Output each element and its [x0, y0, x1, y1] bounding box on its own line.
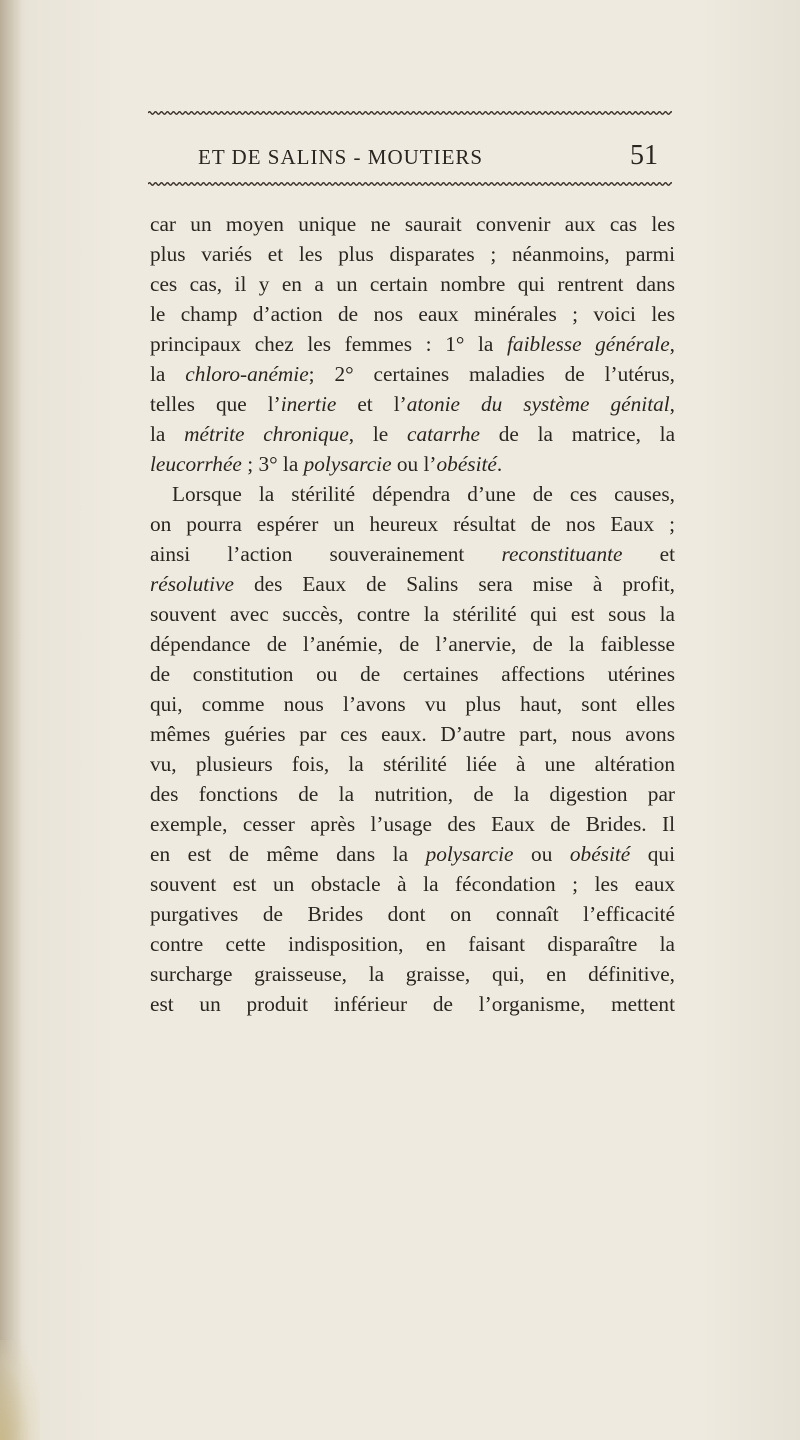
page-header	[198, 140, 658, 174]
running-head: ET DE SALINS - MOUTIERS	[198, 145, 484, 169]
italic-term: reconstituante	[501, 542, 623, 566]
text-line	[150, 719, 675, 749]
text-line	[150, 599, 675, 629]
page-stain	[0, 1340, 40, 1440]
text-run: la	[150, 422, 185, 446]
text-run: la	[150, 362, 186, 386]
text-line	[150, 989, 675, 1019]
text-run: ; 3° la	[241, 452, 304, 476]
italic-term: inertie	[280, 392, 337, 416]
text-run: plus variés et les plus disparates ; néanmoins, parmi	[150, 242, 675, 266]
text-run: en est de même dans la	[150, 842, 426, 866]
text-line	[150, 299, 675, 329]
text-line	[150, 659, 675, 689]
text-run: surcharge graisseuse, la graisse, qui, en définitive,	[150, 962, 675, 986]
text-run: mêmes guéries par ces eaux. D’autre part, nous avons	[150, 722, 675, 746]
text-run: le champ d’action de nos eaux minérales ; voici les	[150, 302, 675, 326]
text-line	[150, 689, 675, 719]
text-line	[150, 449, 675, 479]
text-run: est un produit inférieur de l’organisme, mettent	[150, 992, 675, 1016]
text-run: car un moyen unique ne saurait convenir aux cas les	[150, 212, 675, 236]
text-run: on pourra espérer un heureux résultat de nos Eaux ;	[150, 512, 675, 536]
text-line	[150, 959, 675, 989]
text-run: qui, comme nous l’avons vu plus haut, sont elles	[150, 692, 675, 716]
text-line	[150, 329, 675, 359]
text-line	[150, 509, 675, 539]
italic-term: chloro-anémie	[185, 362, 309, 386]
text-run: et l’	[336, 392, 407, 416]
text-line	[150, 629, 675, 659]
italic-term: obésité	[436, 452, 497, 476]
text-run: ,	[669, 392, 675, 416]
text-line	[150, 239, 675, 269]
text-line	[150, 929, 675, 959]
text-run: exemple, cesser après l’usage des Eaux de Brides. Il	[150, 812, 675, 836]
text-run: ou	[513, 842, 570, 866]
text-line	[150, 539, 675, 569]
italic-term: résolutive	[150, 572, 234, 596]
text-run: ,	[669, 332, 675, 356]
text-line	[150, 419, 675, 449]
italic-term: polysarcie	[425, 842, 514, 866]
text-run: de la matrice, la	[479, 422, 676, 446]
text-run: ou l’	[391, 452, 437, 476]
text-line	[150, 389, 675, 419]
text-line	[150, 479, 675, 509]
text-run: des fonctions de la nutrition, de la digestion par	[150, 782, 675, 806]
text-run: principaux chez les femmes : 1° la	[150, 332, 507, 356]
text-run: et	[622, 542, 675, 566]
text-run: souvent est un obstacle à la fécondation ; les eaux	[150, 872, 675, 896]
italic-term: polysarcie	[303, 452, 392, 476]
text-line	[150, 869, 675, 899]
header-rule-top	[148, 110, 672, 116]
text-run: purgatives de Brides dont on connaît l’efficacité	[150, 902, 675, 926]
text-run: ainsi l’action souverainement	[150, 542, 502, 566]
text-run: de constitution ou de certaines affections utérines	[150, 662, 675, 686]
italic-term: obésité	[569, 842, 631, 866]
text-line	[150, 569, 675, 599]
text-run: contre cette indisposition, en faisant disparaître la	[150, 932, 675, 956]
text-line	[150, 779, 675, 809]
body-text	[150, 209, 675, 1019]
text-line	[150, 899, 675, 929]
text-run: qui	[630, 842, 675, 866]
text-run: dépendance de l’anémie, de l’anervie, de la faiblesse	[150, 632, 675, 656]
italic-term: faiblesse générale	[507, 332, 670, 356]
text-run: ; 2° certaines maladies de l’utérus,	[308, 362, 675, 386]
text-line	[150, 839, 675, 869]
italic-term: atonie du système génital	[406, 392, 670, 416]
text-run: Lorsque la stérilité dépendra d’une de ces causes,	[172, 482, 675, 506]
text-run: des Eaux de Salins sera mise à profit,	[233, 572, 675, 596]
text-line	[150, 809, 675, 839]
page-binding-edge	[0, 0, 22, 1440]
page-number: 51	[630, 140, 658, 171]
text-run: .	[496, 452, 503, 476]
text-run: ces cas, il y en a un certain nombre qui rentrent dans	[150, 272, 675, 296]
italic-term: métrite chronique	[184, 422, 349, 446]
text-run: telles que l’	[150, 392, 281, 416]
text-line	[150, 269, 675, 299]
italic-term: leucorrhée	[150, 452, 242, 476]
text-run: vu, plusieurs fois, la stérilité liée à une altération	[150, 752, 675, 776]
text-run: , le	[348, 422, 408, 446]
text-run: souvent avec succès, contre la stérilité qui est sous la	[150, 602, 675, 626]
header-rule-bottom	[148, 181, 672, 187]
text-line	[150, 749, 675, 779]
text-line	[150, 209, 675, 239]
text-line	[150, 359, 675, 389]
italic-term: catarrhe	[407, 422, 480, 446]
